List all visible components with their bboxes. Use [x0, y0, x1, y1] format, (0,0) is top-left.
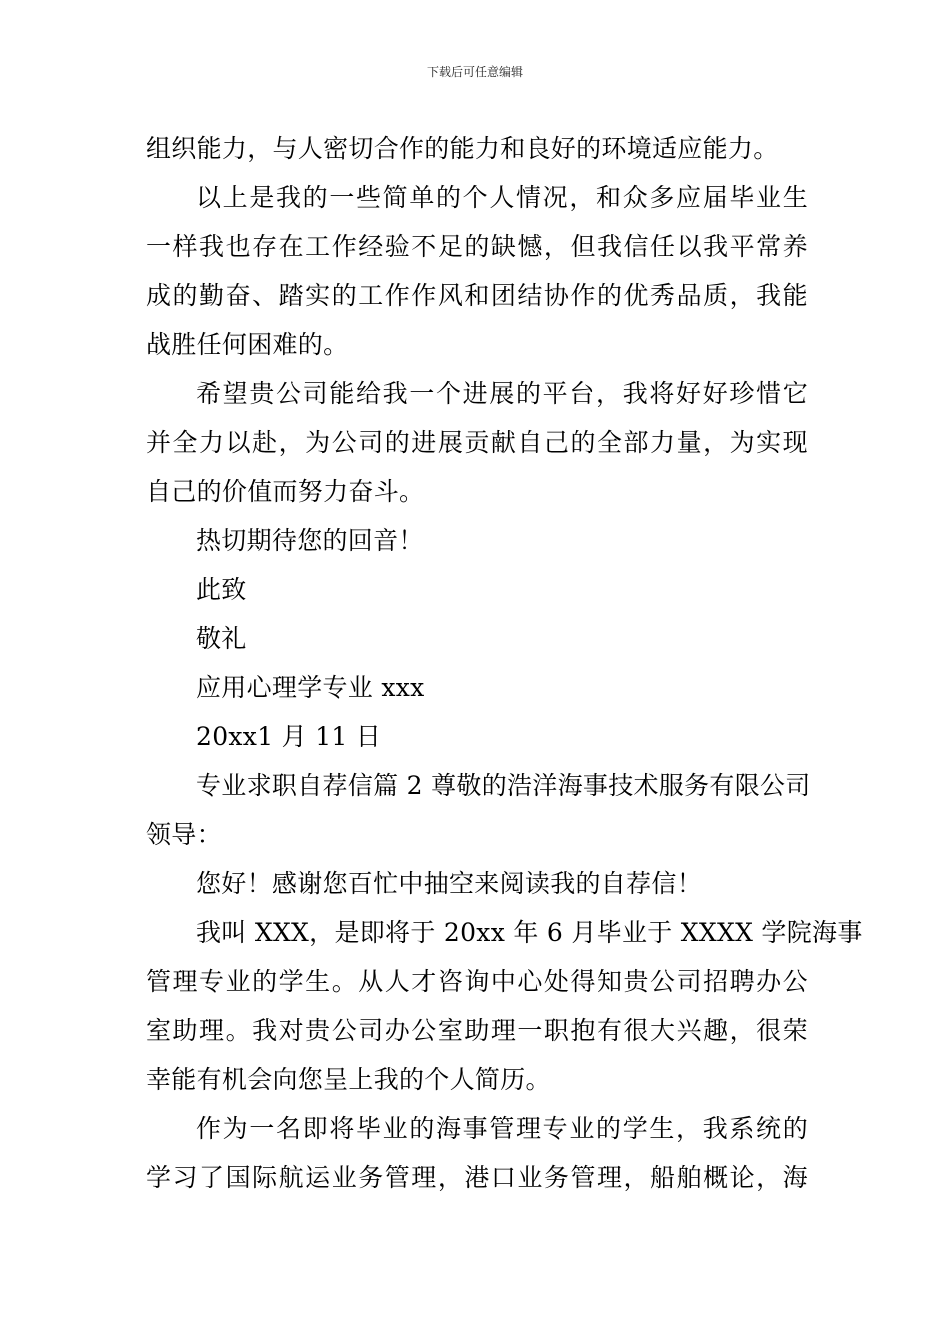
text-line: 幸能有机会向您呈上我的个人简历。: [146, 1065, 551, 1094]
text-line: 应用心理学专业 xxx: [196, 673, 425, 702]
text-line: 管理专业的学生。从人才咨询中心处得知贵公司招聘办公: [146, 967, 808, 996]
text-line: 热切期待您的回音！: [196, 526, 424, 555]
text-line: 组织能力，与人密切合作的能力和良好的环境适应能力。: [146, 134, 779, 163]
text-line: 学习了国际航运业务管理，港口业务管理，船舶概论，海: [146, 1163, 808, 1192]
text-line: 领导：: [146, 820, 222, 849]
text-line: 我叫 XXX，是即将于 20xx 年 6 月毕业于 XXXX 学院海事: [196, 918, 863, 947]
text-line: 以上是我的一些简单的个人情况，和众多应届毕业生: [196, 183, 808, 212]
page-header: 下载后可任意编辑: [426, 65, 523, 79]
text-line: 希望贵公司能给我一个进展的平台，我将好好珍惜它: [196, 379, 808, 408]
text-line: 并全力以赴，为公司的进展贡献自己的全部力量，为实现: [146, 428, 808, 457]
text-line: 成的勤奋、踏实的工作作风和团结协作的优秀品质，我能: [146, 281, 808, 310]
letter-body: [146, 124, 863, 1202]
text-line: 敬礼: [196, 624, 247, 653]
text-line: 此致: [196, 575, 247, 604]
text-line: 室助理。我对贵公司办公室助理一职抱有很大兴趣，很荣: [146, 1016, 808, 1045]
text-line: 战胜任何困难的。: [146, 330, 349, 359]
text-line: 自己的价值而努力奋斗。: [146, 477, 425, 506]
text-line: 作为一名即将毕业的海事管理专业的学生，我系统的: [196, 1114, 808, 1143]
text-line: 一样我也存在工作经验不足的缺憾，但我信任以我平常养: [146, 232, 808, 261]
text-line: 专业求职自荐信篇 2 尊敬的浩洋海事技术服务有限公司: [196, 771, 811, 800]
text-line: 20xx1 月 11 日: [196, 722, 382, 751]
text-line: 您好！感谢您百忙中抽空来阅读我的自荐信！: [196, 869, 703, 898]
